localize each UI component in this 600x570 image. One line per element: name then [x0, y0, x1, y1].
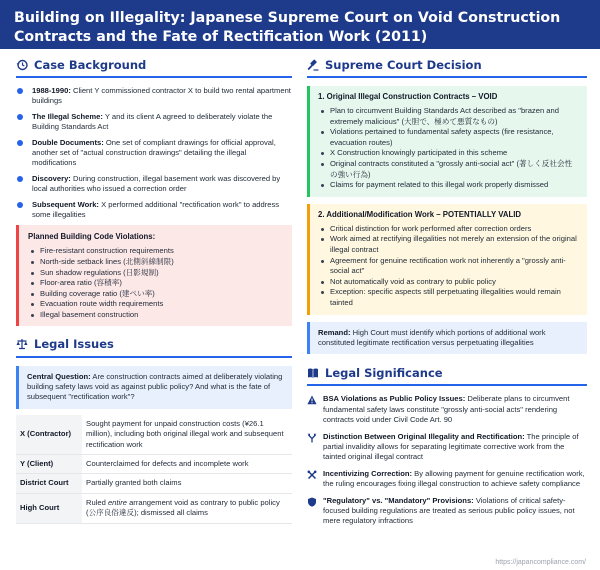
list-item: Discovery: During construction, illegal basement work was discovered by local authorities who issued a correction order	[16, 174, 292, 195]
warning-icon	[307, 395, 317, 405]
valid-title: 2. Additional/Modification Work – POTENTIALLY VALID	[318, 209, 522, 219]
list-item: Plan to circumvent Building Standards Act described as "brazen and extremely malicious" (大胆で、極めて悪質なもの)	[318, 106, 579, 127]
legal-issues-title: Legal Issues	[34, 337, 114, 352]
list-item: Subsequent Work: X performed additional "rectification work" to address some illegalities	[16, 200, 292, 221]
tools-icon	[307, 470, 317, 480]
footer-url: https://japancompliance.com/	[495, 559, 586, 566]
central-question-box: Central Question: Are construction contracts aimed at deliberately violating building safety laws void as against public policy? And what is the fate of subsequent "rectification work"?	[16, 366, 292, 409]
decision-heading	[307, 58, 587, 78]
list-item: Original contracts constituted a "grossly anti-social act" (著しく反社会性の強い行為)	[318, 159, 579, 180]
list-item: The Illegal Scheme: Y and its client A agreed to deliberately violate the Building Standards Act	[16, 112, 292, 133]
list-item: Work aimed at rectifying illegalities not merely an extension of the original illegal contract	[318, 234, 579, 255]
list-item: Claims for payment related to this illegal work properly dismissed	[318, 180, 579, 191]
gavel-icon	[307, 59, 319, 71]
violations-box	[16, 225, 292, 325]
list-item: BSA Violations as Public Policy Issues: Deliberate plans to circumvent fundamental safety laws constitute "grossly anti-social acts" rendering contracts void under Civil Code Art. 90	[307, 394, 587, 425]
split-icon	[307, 433, 317, 443]
significance-list	[307, 394, 587, 526]
list-item: Double Documents: One set of compliant drawings for official approval, another set of "actual construction drawings" detailing the illegal modifications	[16, 138, 292, 169]
parties-table	[16, 415, 292, 524]
page-title: Building on Illegality: Japanese Supreme Court on Void Construction Contracts and the Fate of Rectification Work (2011)	[14, 10, 561, 45]
book-icon	[307, 367, 319, 379]
violations-list	[28, 246, 283, 320]
void-box	[307, 86, 587, 197]
list-item: 1988-1990: Client Y commissioned contractor X to build two rental apartment buildings	[16, 86, 292, 107]
list-item: North-side setback lines (北側斜線制限)	[28, 257, 283, 268]
case-background-title: Case Background	[34, 57, 147, 72]
valid-box	[307, 204, 587, 315]
list-item: Sun shadow regulations (日影規制)	[28, 268, 283, 279]
background-list	[16, 86, 292, 220]
shield-icon	[307, 497, 317, 507]
legal-issues-heading	[16, 338, 292, 358]
list-item: Building coverage ratio (建ぺい率)	[28, 289, 283, 300]
decision-title: Supreme Court Decision	[325, 57, 482, 72]
scales-icon	[16, 338, 28, 350]
void-list	[318, 106, 579, 191]
list-item: "Regulatory" vs. "Mandatory" Provisions: Violations of critical safety-focused building regulations are treated as serious public policy issues, not mere regulatory infractions	[307, 496, 587, 527]
list-item: Distinction Between Original Illegality and Rectification: The principle of partial invalidity allows for separating legitimate corrective work from the tainted original illegal contract	[307, 432, 587, 463]
table-row: District Court Partially granted both claims	[16, 474, 292, 493]
table-row: Y (Client) Counterclaimed for defects and incomplete work	[16, 455, 292, 474]
list-item: Violations pertained to fundamental safety aspects (fire resistance, evacuation routes)	[318, 127, 579, 148]
right-column	[307, 58, 587, 533]
page-header	[0, 0, 600, 49]
list-item: Agreement for genuine rectification work not inherently a "grossly anti-social act"	[318, 256, 579, 277]
list-item: Not automatically void as contrary to public policy	[318, 277, 579, 288]
list-item: X Construction knowingly participated in this scheme	[318, 148, 579, 159]
list-item: Incentivizing Correction: By allowing payment for genuine rectification work, the ruling encourages fixing illegal construction to achieve safety compliance	[307, 469, 587, 490]
case-background-heading	[16, 58, 292, 78]
list-item: Floor-area ratio (容積率)	[28, 278, 283, 289]
list-item: Fire-resistant construction requirements	[28, 246, 283, 257]
history-icon	[16, 59, 28, 71]
left-column	[16, 58, 292, 524]
table-row: High Court Ruled entire arrangement void as contrary to public policy (公序良俗違反); dismissed all claims	[16, 493, 292, 523]
list-item: Exception: specific aspects still perpetuating illegalities would remain tainted	[318, 287, 579, 308]
remand-box: Remand: High Court must identify which portions of additional work constituted legitimate rectification versus perpetuating illegalities	[307, 322, 587, 355]
violations-title: Planned Building Code Violations:	[28, 232, 156, 242]
list-item: Critical distinction for work performed after correction orders	[318, 224, 579, 235]
table-row: X (Contractor) Sought payment for unpaid construction costs (¥26.1 million), including both original illegal work and subsequent rectification work	[16, 415, 292, 455]
list-item: Evacuation route width requirements	[28, 299, 283, 310]
significance-heading	[307, 366, 587, 386]
list-item: Illegal basement construction	[28, 310, 283, 321]
significance-title: Legal Significance	[325, 365, 443, 380]
void-title: 1. Original Illegal Construction Contracts – VOID	[318, 92, 498, 101]
valid-list	[318, 224, 579, 309]
